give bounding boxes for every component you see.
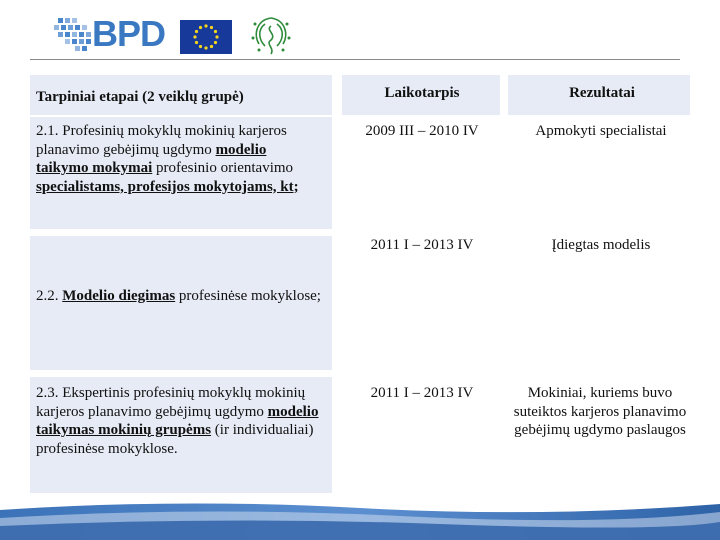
eu-star-icon	[199, 26, 202, 29]
stage-text-part: specialistams, profesijos mokytojams, kt;	[36, 178, 299, 195]
header-period: Laikotarpis	[384, 85, 460, 101]
row2-stage	[36, 287, 322, 306]
stage-text-part: profesinėse mokyklose;	[175, 288, 321, 304]
eu-star-icon	[195, 30, 198, 33]
stage-text-part: modelio taikymo mokymai	[36, 141, 267, 176]
bottom-wave-band	[0, 496, 720, 540]
eu-flag-icon	[180, 20, 232, 54]
header-result: Rezultatai	[569, 85, 635, 101]
stage-text-part: profesinio orientavimo	[152, 160, 294, 176]
bpd-mosaic-icon	[54, 16, 94, 56]
stage-text-part: (ir individualiai) profesinėse mokyklose.	[36, 422, 314, 457]
eu-star-icon	[193, 35, 196, 38]
header-divider	[30, 59, 680, 60]
stage-text-part: 2.3. Ekspertinis profesinių mokyklų mokinių karjeros planavimo gebėjimų ugdymo	[36, 385, 306, 420]
eu-star-icon	[199, 45, 202, 48]
bpd-logo-text: BPD	[92, 13, 166, 54]
row3-period: 2011 I – 2013 IV	[370, 385, 474, 401]
stage-text-part: 2.2.	[36, 288, 63, 304]
header-stage: Tarpiniai etapai (2 veiklų grupė)	[36, 89, 244, 105]
eu-star-icon	[204, 46, 207, 49]
eu-star-icon	[210, 45, 213, 48]
stage-text-part: 2.1. Profesinių mokyklų mokinių karjeros planavimo gebėjimų ugdymo	[36, 123, 287, 158]
row3-result: Mokiniai, kuriems buvo suteiktos karjeros planavimo gebėjimų ugdymo paslaugos	[513, 385, 687, 438]
row1-result: Apmokyti specialistai	[535, 123, 667, 139]
stage-text-part: Modelio diegimas	[62, 288, 176, 304]
eu-star-icon	[195, 41, 198, 44]
eu-star-icon	[204, 24, 207, 27]
swirl-logo-icon	[245, 14, 297, 58]
row1-stage	[36, 122, 322, 196]
stage-text-part: modelio taikymas mokinių grupėms	[36, 403, 319, 438]
eu-star-icon	[210, 26, 213, 29]
row2-period: 2011 I – 2013 IV	[370, 237, 474, 253]
row3-stage	[36, 384, 322, 458]
row2-result: Įdiegtas modelis	[551, 237, 651, 253]
eu-star-icon	[214, 41, 217, 44]
eu-star-icon	[214, 30, 217, 33]
eu-star-icon	[215, 35, 218, 38]
row1-period: 2009 III – 2010 IV	[365, 123, 479, 139]
logo-bar	[54, 12, 314, 58]
